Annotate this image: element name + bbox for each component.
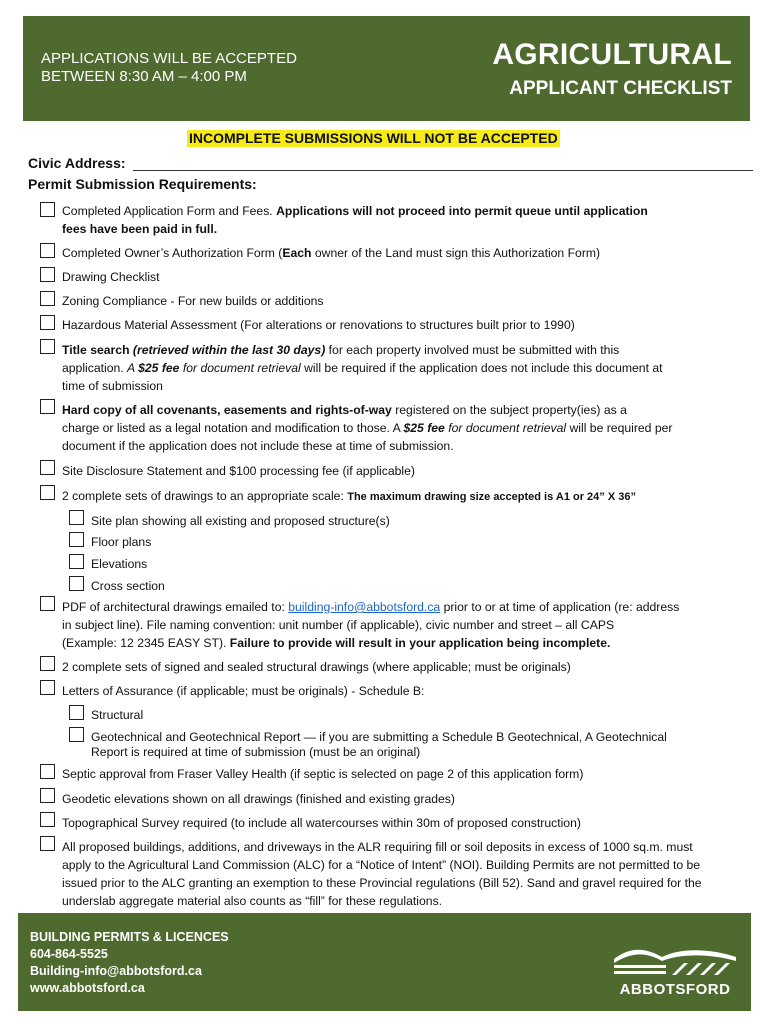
item-italic-text: for document retrieval: [444, 421, 567, 435]
checkbox-covenants[interactable]: [40, 399, 55, 414]
item-text: issued prior to the ALC granting an exemption to these Provincial regulations (Bill 52). Sand and gravel required for the: [62, 876, 702, 890]
item-bold-text: The maximum drawing size accepted is A1 or 24” X 36”: [347, 491, 636, 503]
footer-phone: 604-864-5525: [30, 947, 108, 961]
abbotsford-logo: [612, 945, 738, 1005]
logo-text: ABBOTSFORD: [619, 981, 731, 998]
email-link[interactable]: building-info@abbotsford.ca: [288, 600, 441, 614]
item-bold-text: Each: [282, 246, 312, 260]
checkbox-geodetic-elevations[interactable]: [40, 788, 55, 803]
item-text: All proposed buildings, additions, and driveways in the ALR requiring fill or soil deposits in excess of 1000 sq.m. must: [62, 840, 693, 854]
logo-mountain-icon: [612, 945, 738, 981]
item-pdf-drawings: [62, 598, 679, 652]
page-title: AGRICULTURAL: [492, 38, 732, 71]
item-italic-text: for document retrieval: [179, 361, 301, 375]
item-text: 2 complete sets of drawings to an appropriate scale:: [62, 489, 348, 503]
footer-website[interactable]: www.abbotsford.ca: [30, 981, 145, 995]
item-text: Completed Owner’s Authorization Form (: [62, 246, 283, 260]
hours-line-2: BETWEEN 8:30 AM – 4:00 PM: [41, 68, 247, 85]
item-topographical-survey: Topographical Survey required (to include all watercourses within 30m of proposed construction): [62, 816, 581, 830]
item-text: owner of the Land must sign this Authorization Form): [311, 246, 601, 260]
item-text: Geotechnical and Geotechnical Report — if you are submitting a Schedule B Geotechnical, A Geotechnical: [91, 730, 667, 744]
checkbox-letters-of-assurance[interactable]: [40, 680, 55, 695]
civic-address-field[interactable]: [133, 170, 753, 171]
item-bold-text: fees have been paid in full.: [62, 222, 218, 236]
warning-banner: INCOMPLETE SUBMISSIONS WILL NOT BE ACCEPTED: [189, 130, 558, 146]
item-text: (Example: 12 2345 EASY ST).: [62, 636, 230, 650]
item-owner-authorization: [62, 244, 600, 262]
item-text: registered on the subject property(ies) as a: [391, 403, 627, 417]
item-bold-italic-text: (retrieved within the last 30 days): [132, 343, 326, 357]
item-bold-text: Hard copy of all covenants, easements and rights-of-way: [62, 403, 392, 417]
checkbox-site-plan[interactable]: [69, 510, 84, 525]
item-geodetic-elevations: Geodetic elevations shown on all drawings (finished and existing grades): [62, 792, 455, 806]
checkbox-drawing-checklist[interactable]: [40, 267, 55, 282]
checkbox-topographical-survey[interactable]: [40, 812, 55, 827]
item-cross-section: Cross section: [91, 579, 165, 593]
item-application-form: [62, 202, 648, 238]
item-hazardous-material: Hazardous Material Assessment (For alterations or renovations to structures built prior to 1990): [62, 318, 575, 332]
item-bold-text: Applications will not proceed into permit queue until application: [276, 204, 648, 218]
item-text: time of submission: [62, 379, 163, 393]
item-structural-drawings: 2 complete sets of signed and sealed structural drawings (where applicable; must be originals): [62, 660, 571, 674]
item-italic-text: A: [127, 361, 139, 375]
item-drawing-sets: [62, 487, 636, 506]
item-floor-plans: Floor plans: [91, 535, 152, 549]
item-text: Completed Application Form and Fees.: [62, 204, 277, 218]
item-geotechnical: [91, 728, 667, 761]
footer-department: BUILDING PERMITS & LICENCES: [30, 930, 229, 944]
item-text: application.: [62, 361, 128, 375]
checkbox-structural-drawings[interactable]: [40, 656, 55, 671]
civic-address-label: Civic Address:: [28, 155, 126, 171]
item-text: document if the application does not include these at time of submission.: [62, 439, 454, 453]
checkbox-site-disclosure[interactable]: [40, 460, 55, 475]
item-septic-approval: Septic approval from Fraser Valley Health (if septic is selected on page 2 of this application form): [62, 767, 584, 781]
header-banner: [23, 16, 750, 121]
checkbox-floor-plans[interactable]: [69, 532, 84, 547]
checkbox-alr-fill[interactable]: [40, 836, 55, 851]
item-drawing-checklist: Drawing Checklist: [62, 270, 160, 284]
item-text: underslab aggregate material also counts as “fill” for these regulations.: [62, 894, 443, 908]
item-site-disclosure: Site Disclosure Statement and $100 processing fee (if applicable): [62, 464, 415, 478]
item-text: Report is required at time of submission (must be an original): [91, 745, 421, 759]
fee-amount: $25 fee: [403, 421, 445, 435]
hours-line-1: APPLICATIONS WILL BE ACCEPTED: [41, 50, 297, 67]
item-zoning-compliance: Zoning Compliance - For new builds or additions: [62, 294, 324, 308]
item-text: for each property involved must be submitted with this: [325, 343, 620, 357]
item-bold-text: Title search: [62, 343, 133, 357]
hours-notice: [41, 50, 297, 86]
checkbox-pdf-drawings[interactable]: [40, 596, 55, 611]
item-text: PDF of architectural drawings emailed to:: [62, 600, 289, 614]
checkbox-hazardous-material[interactable]: [40, 315, 55, 330]
item-title-search: [62, 341, 663, 395]
checkbox-drawing-sets[interactable]: [40, 485, 55, 500]
requirements-heading: Permit Submission Requirements:: [28, 176, 257, 192]
checkbox-elevations[interactable]: [69, 554, 84, 569]
checkbox-application-form[interactable]: [40, 202, 55, 217]
checkbox-title-search[interactable]: [40, 339, 55, 354]
item-letters-of-assurance: Letters of Assurance (if applicable; must be originals) - Schedule B:: [62, 684, 425, 698]
checkbox-cross-section[interactable]: [69, 576, 84, 591]
page-subtitle: APPLICANT CHECKLIST: [509, 78, 732, 99]
checkbox-structural[interactable]: [69, 705, 84, 720]
checkbox-septic-approval[interactable]: [40, 764, 55, 779]
item-text: prior to or at time of application (re: address: [440, 600, 680, 614]
item-structural: Structural: [91, 708, 144, 722]
checkbox-zoning-compliance[interactable]: [40, 291, 55, 306]
item-text: will be required per: [566, 421, 673, 435]
footer-banner: [18, 913, 751, 1011]
checkbox-owner-authorization[interactable]: [40, 243, 55, 258]
item-text: in subject line). File naming convention: unit number (if applicable), civic number and street – all CAPS: [62, 618, 615, 632]
item-bold-text: Failure to provide will result in your application being incomplete.: [229, 636, 611, 650]
fee-amount: $25 fee: [138, 361, 180, 375]
item-text: apply to the Agricultural Land Commission (ALC) for a “Notice of Intent” (NOI). Building Permits are not permitted to be: [62, 858, 701, 872]
item-text: will be required if the application does not include this document at: [300, 361, 663, 375]
item-alr-fill: [62, 838, 702, 910]
item-site-plan: Site plan showing all existing and proposed structure(s): [91, 514, 390, 528]
footer-email[interactable]: Building-info@abbotsford.ca: [30, 964, 202, 978]
item-elevations: Elevations: [91, 557, 148, 571]
item-text: charge or listed as a legal notation and modification to those. A: [62, 421, 404, 435]
checkbox-geotechnical[interactable]: [69, 727, 84, 742]
item-covenants: [62, 401, 672, 455]
